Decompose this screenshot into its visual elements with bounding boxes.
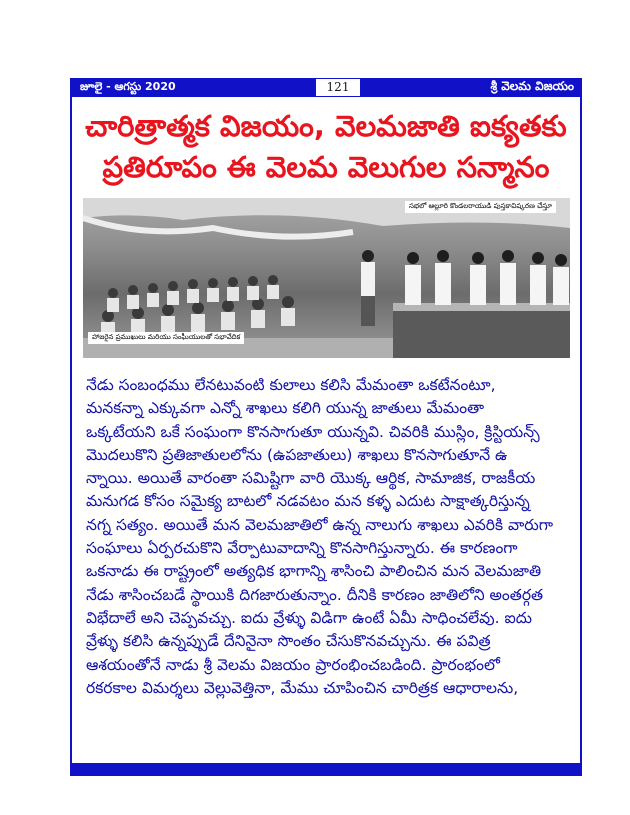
body-line: నేడు శాసించబడే స్థాయికి దిగజారుతున్నాం. దీనికి కారణం జాతిలోని అంతర్గత: [86, 585, 544, 604]
issue-date: జూలై - ఆగస్టు 2020: [80, 80, 176, 93]
frame-left: [70, 97, 72, 763]
article-body: [86, 374, 576, 700]
body-line: మొదలుకొని ప్రతిజాతులలోను (ఉపజాతులు) శాఖలు కొనసాగుతూనే ఉ: [86, 445, 508, 464]
headline-line-1: చారిత్రాత్మక విజయం, వెలమజాతి ఐక్యతకు: [85, 109, 567, 143]
footer-bar: [70, 763, 582, 776]
body-line: మనుగడ కోసం సమైక్య బాటలో నడవటం మన కళ్ళ ఎదుట సాక్షాత్కరిస్తున్న: [86, 492, 530, 511]
photo-caption-bottom: హాజరైన ప్రముఖులు మరియు సంఘీయులతో సభావేదిక: [88, 332, 244, 344]
header-bar: [70, 78, 582, 97]
body-line: విభేదాలే అని చెప్పవచ్చు. ఐదు వ్రేళ్ళు విడిగా ఉంటే ఏమీ సాధించలేవు. ఐదు: [86, 608, 533, 627]
body-line: మనకన్నా ఎక్కువగా ఎన్నో శాఖలు కలిగి యున్న జాతులు మేమంతా: [86, 399, 485, 418]
frame-right: [580, 97, 582, 763]
headline: [70, 106, 582, 188]
body-line: న్నాయి. అయితే వారంతా సమిష్టిగా వారి యొక్క ఆర్థిక, సామాజిక, రాజకీయ: [86, 469, 536, 488]
magazine-name: శ్రీ వెలమ విజయం: [490, 79, 574, 93]
body-line: సంఘాలు ఏర్పరచుకొని వేర్పాటువాదాన్ని కొనసాగిస్తున్నారు. ఈ కారణంగా: [86, 539, 518, 558]
photo-caption-top: సభలో ఆల్లూరి కొండలరాయుడి పుస్తకావిష్కరణ చేస్తూ: [405, 201, 556, 213]
body-line: ఆశయంతోనే నాడు శ్రీ వెలమ విజయం ప్రారంభించబడింది. ప్రారంభంలో: [86, 655, 500, 674]
body-line: నగ్న సత్యం. అయితే మన వెలమజాతిలో ఉన్న నాలుగు శాఖలు ఎవరికి వారుగా: [86, 515, 554, 534]
body-line: ఒకనాడు ఈ రాష్ట్రంలో అత్యధిక భాగాన్ని శాసించి పాలించిన మన వెలమజాతి: [86, 562, 542, 581]
headline-line-2: ప్రతిరూపం ఈ వెలమ వెలుగుల సన్మానం: [102, 150, 550, 184]
body-line: రకరకాల విమర్శలు వెల్లువెత్తినా, మేము చూపించిన చారిత్రక ఆధారాలను,: [86, 678, 519, 697]
body-line: ఒక్కటేయని ఒకే సంఘంగా కొనసాగుతూ యున్నవి. చివరికి ముస్లిం, క్రిస్టియన్స్: [86, 422, 540, 441]
page-number: 121: [316, 79, 360, 96]
body-line: వ్రేళ్ళు కలిసి ఉన్నప్పుడే దేనినైనా సొంతం చేసుకొనవచ్చును. ఈ పవిత్ర: [86, 632, 491, 651]
event-photo: [83, 198, 570, 358]
body-line: నేడు సంబంధము లేనటువంటి కులాలు కలిసి మేమంతా ఒకటేనంటూ,: [86, 376, 496, 394]
